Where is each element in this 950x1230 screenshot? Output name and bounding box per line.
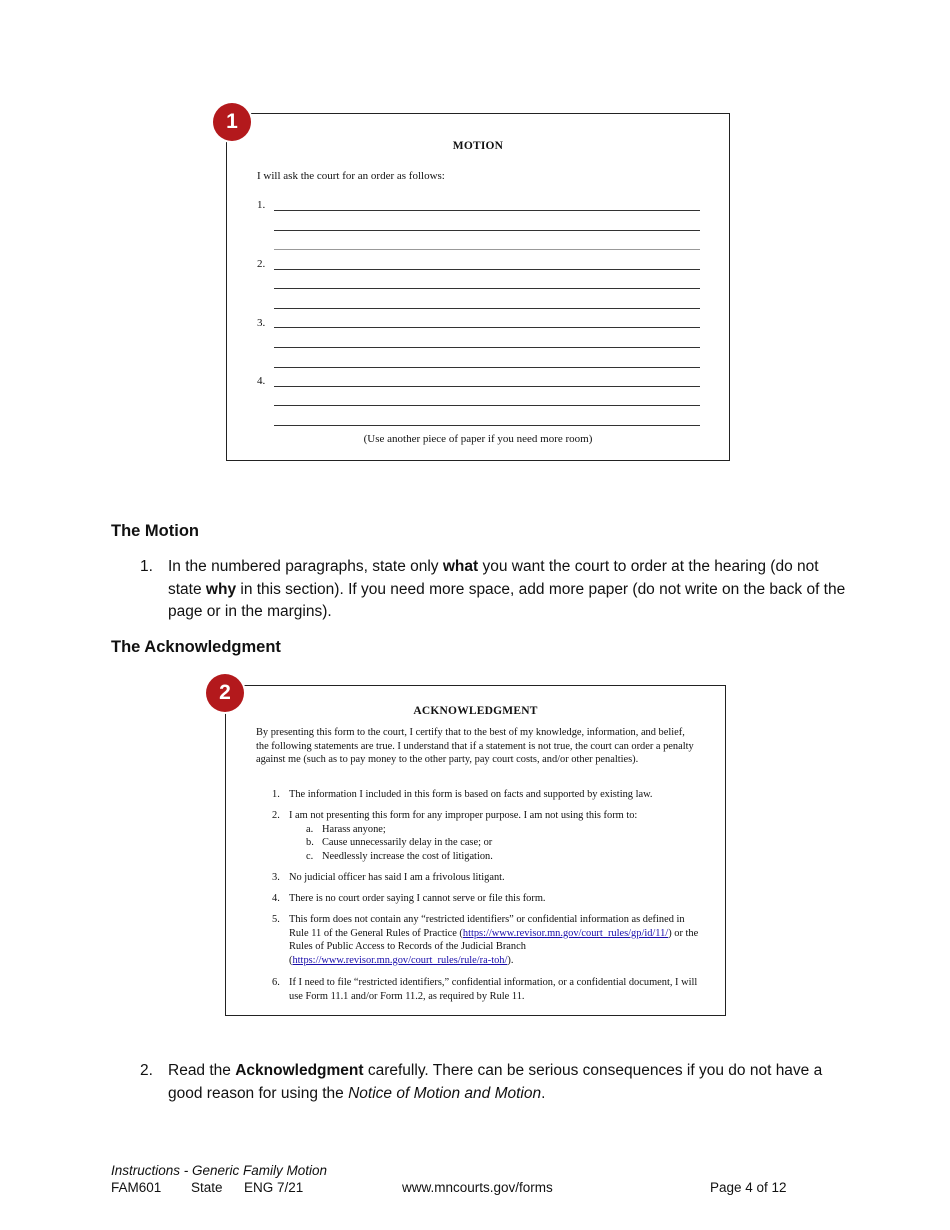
item-number: 3. [272,872,280,883]
item-number: 6. [272,977,280,988]
acknowledgment-item [272,976,702,1003]
acknowledgment-item [272,871,702,885]
sub-item [306,850,702,864]
motion-line [274,367,700,368]
paragraph-text: you want the court to order at the hearing (do not state [168,558,819,598]
item-text: The information I included in this form is based on facts and supported by existing law. [289,789,653,800]
item-number: 1. [272,789,280,800]
paragraph-number: 1. [140,558,153,575]
footer-title: Instructions - Generic Family Motion [111,1163,328,1178]
paragraph-text: Read the [168,1062,236,1079]
motion-form-intro: I will ask the court for an order as follows: [257,170,445,182]
item-text: No judicial officer has said I am a frivolous litigant. [289,872,505,883]
acknowledgment-intro: By presenting this form to the court, I certify that to the best of my knowledge, information, and belief, the following statements are true. I understand that if a statement is not true, the court can order a penalty against me (such as to pay money to the other party, pay court costs, and/or other penalties). [256,727,694,766]
motion-item-number: 4. [257,375,266,387]
footer-state: State [191,1180,223,1195]
acknowledgment-form-title: ACKNOWLEDGMENT [413,705,538,717]
motion-line [274,269,700,270]
motion-line [274,308,700,309]
emphasis-why: why [205,580,237,598]
paragraph-number: 2. [140,1062,153,1079]
motion-form-note: (Use another piece of paper if you need more room) [363,433,593,445]
motion-line [274,347,700,348]
motion-line [274,230,700,231]
paragraph-text: in this section). If you need more space, add more paper (do not write on the back of the page or in the margins). [168,580,846,620]
motion-line [274,386,700,387]
motion-line [274,425,700,426]
step-badge-1: 1 [213,103,251,141]
motion-line [274,405,700,406]
sub-item-letter: c. [306,850,314,862]
sub-item-letter: a. [306,823,314,835]
section-heading-motion: The Motion [111,522,199,540]
step-badge-2: 2 [206,674,244,712]
acknowledgment-item [272,788,702,802]
paragraph-text: In the numbered paragraphs, state only [168,558,443,575]
emphasis-acknowledgment: Acknowledgment [235,1062,364,1079]
motion-form-image [226,113,730,461]
rules-public-access-link[interactable]: https://www.revisor.mn.gov/court_rules/rule/ra-toh/ [292,954,508,966]
acknowledgment-item [272,913,702,967]
motion-line [274,288,700,289]
item-text: I am not presenting this form for any improper purpose. I am not using this form to: [289,810,638,821]
sub-item-text: Harass anyone; [322,823,386,835]
sub-item-letter: b. [306,837,314,849]
instruction-paragraph-1 [140,556,850,624]
footer-page-number: Page 4 of 12 [710,1180,787,1195]
sub-item-text: Cause unnecessarily delay in the case; or [322,837,493,849]
item-number: 5. [272,914,280,925]
motion-item-number: 1. [257,199,266,211]
footer-language-date: ENG 7/21 [244,1180,304,1195]
item-text: If I need to file “restricted identifiers,” confidential information, or a confidential document, I will use Form 11.1 and/or Form 11.2, as required by Rule 11. [289,977,698,1002]
item-number: 2. [272,810,280,821]
sub-item [306,836,702,850]
item-text: This form does not contain any “restricted identifiers” or confidential information as defined in Rule 11 of the General Rules of Practice ( [289,914,685,939]
motion-item-number: 3. [257,317,266,329]
motion-line [274,249,700,250]
motion-item-number: 2. [257,258,266,270]
paragraph-text: carefully. There can be serious consequences if you do not have a good reason for using the [168,1062,823,1102]
emphasis-form-name: Notice of Motion and Motion [348,1084,542,1102]
item-number: 4. [272,893,280,904]
acknowledgment-item [272,892,702,906]
footer-url[interactable]: www.mncourts.gov/forms [402,1180,553,1195]
item-text: There is no court order saying I cannot serve or file this form. [289,893,546,904]
emphasis-what: what [442,558,479,575]
sub-item [306,823,702,837]
item-text: ) or the Rules of Public Access to Records of the Judicial Branch ( [289,927,699,966]
rules-general-practice-link[interactable]: https://www.revisor.mn.gov/court_rules/gp/id/11/ [462,927,669,939]
paragraph-text: . [541,1084,546,1102]
acknowledgment-item [272,809,702,863]
sub-item-text: Needlessly increase the cost of litigation. [322,850,493,862]
motion-form-title: MOTION [452,140,504,152]
section-heading-acknowledgment: The Acknowledgment [111,638,281,656]
motion-line [274,210,700,211]
instruction-paragraph-2 [140,1060,850,1105]
footer-form-code: FAM601 [111,1180,162,1195]
motion-line [274,327,700,328]
item-text: ). [507,954,514,966]
acknowledgment-form-image [225,685,726,1016]
